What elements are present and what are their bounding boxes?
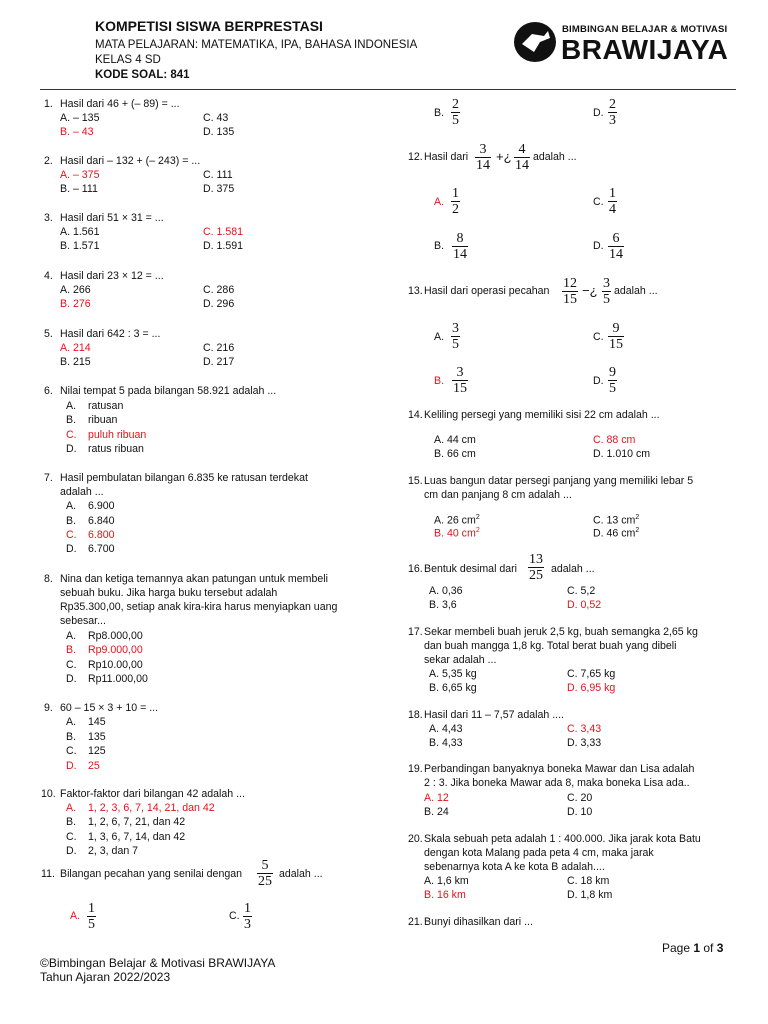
option-letter: D. [593, 375, 604, 387]
option-d: 6.700 [88, 543, 115, 555]
denominator: 14 [515, 158, 529, 173]
question-number: 6. [44, 385, 53, 397]
option-a-answer [451, 186, 460, 217]
page-label: Page [662, 941, 694, 955]
denominator: 5 [603, 292, 610, 307]
fraction [257, 858, 273, 889]
superscript: 2 [635, 514, 640, 521]
question-number: 20. [408, 833, 423, 845]
header-divider [40, 89, 736, 90]
numerator: 6 [612, 231, 620, 246]
option-letter: B. [66, 731, 77, 743]
question-text: dan buah mangga 1,8 kg. Total berat buah yang dibeli [424, 640, 677, 652]
option-a: ratusan [88, 400, 124, 412]
option-b: B. 66 cm [434, 448, 476, 460]
option-a: A. 5,35 kg [429, 668, 477, 680]
exam-code: KODE SOAL: 841 [95, 69, 190, 81]
superscript: 2 [635, 527, 640, 534]
option-letter: A. [66, 802, 77, 814]
option-letter: A. [70, 910, 81, 922]
operator: −¿ [582, 283, 598, 298]
question-text: Rp35.300,00, setiap anak kira-kira harus menyiapkan uang [60, 601, 338, 613]
option-b [451, 97, 460, 128]
option-letter: A. [434, 331, 445, 343]
fraction [528, 552, 544, 583]
option-letter: C. [229, 910, 240, 922]
footer-year: Tahun Ajaran 2022/2023 [40, 970, 171, 984]
numerator: 13 [529, 552, 543, 567]
question-text: Hasil dari operasi pecahan [424, 285, 550, 297]
option-letter: C. [66, 659, 77, 671]
option-a [434, 514, 480, 527]
denominator: 15 [453, 381, 467, 396]
option-b: B. 4,33 [429, 737, 463, 749]
option-d: D. 1.591 [203, 240, 244, 252]
option-letter: D. [66, 443, 77, 455]
option-c: C. 20 [567, 792, 593, 804]
superscript: 2 [475, 514, 480, 521]
option-c-answer: C. 3,43 [567, 723, 602, 735]
question-text: Bilangan pecahan yang senilai dengan [60, 868, 243, 880]
option-letter: D. [66, 543, 77, 555]
option-c: C. 5,2 [567, 585, 596, 597]
option-d-answer: D. 6,95 kg [567, 682, 616, 694]
grade-line: KELAS 4 SD [95, 54, 161, 66]
question-text: sebesar... [60, 615, 106, 627]
option-d: D. 10 [567, 806, 593, 818]
option-letter: A. [66, 630, 77, 642]
question-number: 14. [408, 409, 423, 421]
option-b: B. 3,6 [429, 599, 457, 611]
denominator: 4 [609, 202, 616, 217]
question-text: Bunyi dihasilkan dari ... [424, 916, 533, 928]
option-d-answer: D. 0,52 [567, 599, 602, 611]
denominator: 2 [452, 202, 459, 217]
numerator: 8 [456, 231, 464, 246]
question-text: 2 : 3. Jika boneka Mawar ada 8, maka boneka Lisa ada.. [424, 777, 690, 789]
question-number: 18. [408, 709, 423, 721]
numerator: 1 [88, 901, 95, 916]
operator: +¿ [496, 149, 512, 164]
numerator: 5 [261, 858, 269, 873]
option-b: 135 [88, 731, 106, 743]
option-d [608, 231, 624, 262]
option-text: C. 13 cm [593, 514, 636, 527]
logo-tagline: BIMBINGAN BELAJAR & MOTIVASI [562, 24, 728, 35]
question-text: dengan kota Malang pada peta 4 cm, maka jarak [424, 847, 654, 859]
question-number: 12. [408, 151, 423, 163]
denominator: 14 [476, 158, 490, 173]
option-d: D. 296 [203, 298, 235, 310]
option-letter: D. [66, 673, 77, 685]
numerator: 2 [452, 97, 459, 112]
question-text: Hasil dari 51 × 31 = ... [60, 212, 164, 224]
option-text: D. 46 cm [593, 527, 636, 540]
denominator: 5 [88, 917, 95, 932]
denominator: 25 [529, 568, 543, 583]
question-text: Hasil pembulatan bilangan 6.835 ke ratusan terdekat [60, 472, 308, 484]
option-d: 2, 3, dan 7 [88, 845, 139, 857]
option-a: A. 266 [60, 284, 91, 296]
fraction [562, 276, 578, 307]
option-a: A. 44 cm [434, 434, 476, 446]
option-c: 1, 3, 6, 7, 14, dan 42 [88, 831, 186, 843]
question-text: adalah ... [551, 563, 595, 575]
denominator: 3 [244, 917, 251, 932]
question-number: 7. [44, 472, 53, 484]
option-d: D. 1.010 cm [593, 448, 651, 460]
denominator: 14 [609, 247, 623, 262]
option-c: C. 111 [203, 169, 233, 181]
option-a: A. 4,43 [429, 723, 463, 735]
question-text: Bentuk desimal dari [424, 563, 518, 575]
question-text: Keliling persegi yang memiliki sisi 22 cm adalah ... [424, 409, 660, 421]
denominator: 25 [258, 874, 272, 889]
denominator: 15 [609, 337, 623, 352]
question-text: Hasil dari – 132 + (– 243) = ... [60, 155, 201, 167]
fraction [514, 142, 530, 173]
option-d: Rp11.000,00 [88, 673, 148, 685]
question-text: Hasil dari 11 – 7,57 adalah .... [424, 709, 564, 721]
option-c-answer: C. 88 cm [593, 434, 636, 446]
numerator: 3 [456, 365, 464, 380]
option-a: 145 [88, 716, 106, 728]
footer-copyright: ©Bimbingan Belajar & Motivasi BRAWIJAYA [40, 956, 276, 970]
question-number: 10. [41, 788, 56, 800]
brawijaya-logo-icon [514, 22, 556, 62]
option-d [593, 527, 639, 540]
numerator: 4 [518, 142, 526, 157]
question-number: 15. [408, 475, 423, 487]
option-c: Rp10.00,00 [88, 659, 143, 671]
option-a: Rp8.000,00 [88, 630, 143, 642]
option-letter: A. [66, 500, 77, 512]
option-a-answer: A. – 375 [60, 169, 100, 181]
document-title: KOMPETISI SISWA BERPRESTASI [95, 18, 323, 34]
question-text: adalah ... [60, 486, 104, 498]
option-b: B. 215 [60, 356, 91, 368]
option-d: D. 375 [203, 183, 235, 195]
option-letter: C. [66, 429, 77, 441]
option-c: C. 18 km [567, 875, 610, 887]
option-c: C. 286 [203, 284, 235, 296]
fraction [602, 276, 611, 307]
page-total: 3 [716, 941, 724, 955]
question-text: Hasil dari [424, 151, 469, 163]
option-letter: B. [66, 644, 77, 656]
denominator: 15 [563, 292, 577, 307]
option-c: 125 [88, 745, 106, 757]
option-letter: A. [66, 400, 77, 412]
question-number: 2. [44, 155, 53, 167]
option-b-answer: B. 16 km [424, 889, 466, 901]
option-b-answer: Rp9.000,00 [88, 644, 143, 656]
denominator: 5 [609, 381, 616, 396]
numerator: 1 [609, 186, 616, 201]
option-b: ribuan [88, 414, 118, 426]
option-a: A. 1,6 km [424, 875, 469, 887]
option-d [608, 97, 617, 128]
page-indicator [662, 941, 723, 955]
question-number: 5. [44, 328, 53, 340]
question-text: sebuah buku. Jika harga buku tersebut adalah [60, 587, 278, 599]
page-current: 1 [693, 941, 701, 955]
question-number: 17. [408, 626, 423, 638]
numerator: 1 [244, 901, 251, 916]
option-letter: C. [593, 331, 604, 343]
question-text: Perbandingan banyaknya boneka Mawar dan Lisa adalah [424, 763, 695, 775]
option-a-answer: A. 214 [60, 342, 91, 354]
option-c [608, 186, 617, 217]
numerator: 2 [609, 97, 616, 112]
option-a-answer: A. 12 [424, 792, 449, 804]
question-text: Nilai tempat 5 pada bilangan 58.921 adalah ... [60, 385, 277, 397]
option-b-answer [452, 365, 468, 396]
option-letter: B. [66, 816, 77, 828]
option-b-answer [434, 527, 480, 540]
option-a-answer: 1, 2, 3, 6, 7, 14, 21, dan 42 [88, 802, 215, 814]
superscript: 2 [475, 527, 480, 534]
option-d-answer: 25 [88, 760, 100, 772]
numerator: 3 [479, 142, 487, 157]
option-b: B. 6,65 kg [429, 682, 477, 694]
option-b: 6.840 [88, 515, 115, 527]
denominator: 14 [453, 247, 467, 262]
option-b [452, 231, 468, 262]
question-text: sekar adalah ... [424, 654, 497, 666]
option-letter: B. [66, 515, 77, 527]
question-number: 1. [44, 98, 53, 110]
option-a [451, 321, 460, 352]
option-d: D. 135 [203, 126, 235, 138]
option-d: D. 3,33 [567, 737, 602, 749]
option-c: C. 216 [203, 342, 235, 354]
logo-name: BRAWIJAYA [561, 34, 729, 65]
numerator: 3 [603, 276, 610, 291]
option-a: A. 1.561 [60, 226, 100, 238]
question-text: adalah ... [279, 868, 323, 880]
question-number: 3. [44, 212, 53, 224]
numerator: 12 [563, 276, 577, 291]
option-b-answer: B. – 43 [60, 126, 94, 138]
fraction [475, 142, 491, 173]
option-letter: D. [66, 845, 77, 857]
option-c-answer: 6.800 [88, 529, 115, 541]
question-number: 4. [44, 270, 53, 282]
option-c: C. 7,65 kg [567, 668, 616, 680]
question-text: Hasil dari 23 × 12 = ... [60, 270, 164, 282]
question-number: 13. [408, 285, 423, 297]
option-letter: A. [66, 716, 77, 728]
option-a: A. 0,36 [429, 585, 463, 597]
option-letter: C. [66, 745, 77, 757]
option-c: C. 43 [203, 112, 229, 124]
question-text: Sekar membeli buah jeruk 2,5 kg, buah semangka 2,65 kg [424, 626, 698, 638]
option-b: B. – 111 [60, 183, 98, 195]
option-c [593, 514, 639, 527]
question-text: 60 – 15 × 3 + 10 = ... [60, 702, 159, 714]
question-text: Luas bangun datar persegi panjang yang memiliki lebar 5 [424, 475, 694, 487]
option-d [608, 365, 617, 396]
option-a-answer [87, 901, 96, 932]
option-letter: A. [434, 196, 445, 208]
question-number: 8. [44, 573, 53, 585]
option-a: A. – 135 [60, 112, 100, 124]
option-c [608, 321, 624, 352]
option-d: D. 217 [203, 356, 235, 368]
option-letter: B. [434, 375, 445, 387]
denominator: 5 [452, 337, 459, 352]
question-text: cm dan panjang 8 cm adalah ... [424, 489, 572, 501]
option-c [243, 901, 252, 932]
option-letter: D. [593, 107, 604, 119]
option-b: 1, 2, 6, 7, 21, dan 42 [88, 816, 186, 828]
option-b: B. 1.571 [60, 240, 100, 252]
option-letter: B. [66, 414, 77, 426]
question-text: adalah ... [533, 151, 577, 163]
question-text: sebenarnya kota A ke kota B adalah.... [424, 861, 605, 873]
option-text: A. 26 cm [434, 514, 476, 527]
question-number: 21. [408, 916, 423, 928]
option-letter: C. [593, 196, 604, 208]
option-letter: C. [66, 831, 77, 843]
question-text: Nina dan ketiga temannya akan patungan untuk membeli [60, 573, 328, 585]
denominator: 5 [452, 113, 459, 128]
question-number: 16. [408, 563, 423, 575]
question-number: 11. [41, 868, 55, 880]
option-letter: C. [66, 529, 77, 541]
option-c-answer: C. 1.581 [203, 226, 244, 238]
option-d: D. 1,8 km [567, 889, 613, 901]
option-letter: D. [66, 760, 77, 772]
question-text: Skala sebuah peta adalah 1 : 400.000. Jika jarak kota Batu [424, 833, 701, 845]
question-text: Faktor-faktor dari bilangan 42 adalah ... [60, 788, 245, 800]
numerator: 9 [612, 321, 620, 336]
question-text: Hasil dari 642 : 3 = ... [60, 328, 161, 340]
denominator: 3 [609, 113, 616, 128]
option-c-answer: puluh ribuan [88, 429, 147, 441]
option-d: ratus ribuan [88, 443, 144, 455]
question-number: 9. [44, 702, 53, 714]
question-number: 19. [408, 763, 423, 775]
option-letter: D. [593, 240, 604, 252]
page-label: of [700, 941, 717, 955]
numerator: 1 [452, 186, 459, 201]
option-text: B. 40 cm [434, 527, 476, 540]
option-b-answer: B. 276 [60, 298, 91, 310]
subject-line: MATA PELAJARAN: MATEMATIKA, IPA, BAHASA INDONESIA [95, 39, 418, 51]
numerator: 3 [452, 321, 459, 336]
question-text: Hasil dari 46 + (– 89) = ... [60, 98, 180, 110]
option-a: 6.900 [88, 500, 115, 512]
option-b: B. 24 [424, 806, 449, 818]
numerator: 9 [609, 365, 616, 380]
option-letter: B. [434, 240, 445, 252]
option-letter: B. [434, 107, 445, 119]
question-text: adalah ... [614, 285, 658, 297]
